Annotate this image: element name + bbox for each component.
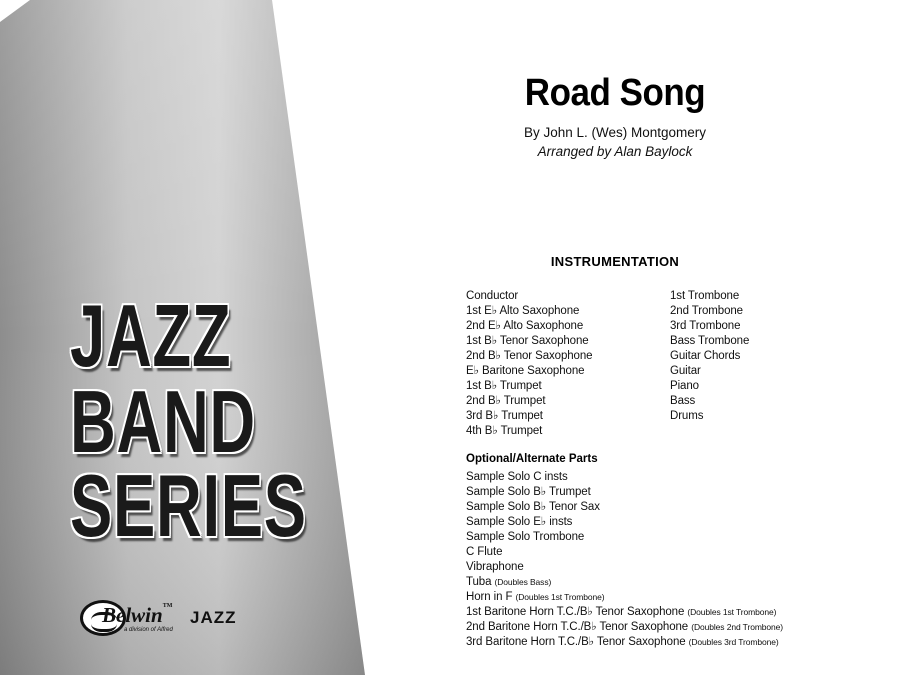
part-name: 1st Baritone Horn T.C./B♭ Tenor Saxophone [466,606,685,618]
list-item: 2nd B♭ Tenor Saxophone [466,350,593,362]
list-item [466,560,783,575]
part-name: Sample Solo C insts [466,471,568,483]
list-item: 1st B♭ Trumpet [466,380,542,392]
instrument-list-right [670,289,749,424]
list-item [466,485,783,500]
list-item: 2nd Trombone [670,305,743,317]
list-item [466,470,783,485]
list-item: 2nd B♭ Trumpet [466,395,546,407]
part-note: (Doubles 2nd Trombone) [691,622,784,632]
part-note: (Doubles Bass) [494,577,552,587]
list-item: Guitar [670,365,701,377]
part-name: 2nd Baritone Horn T.C./B♭ Tenor Saxophone [466,621,689,633]
composer-credit: By John L. (Wes) Montgomery [523,125,707,140]
part-name: Tuba [466,576,492,588]
part-name: Horn in F [466,591,513,603]
series-word-jazz: JAZZ [70,286,232,385]
part-note: (Doubles 1st Trombone) [687,607,777,617]
list-item [466,620,783,635]
list-item: 4th B♭ Trumpet [466,425,543,437]
list-item: 1st B♭ Tenor Saxophone [466,335,589,347]
instrumentation-heading: INSTRUMENTATION [550,254,680,269]
list-item: Piano [670,380,699,392]
list-item [466,635,783,650]
part-note: (Doubles 3rd Trombone) [688,637,779,647]
part-name: C Flute [466,546,503,558]
list-item [466,575,783,590]
belwin-jazz-logo [80,600,260,640]
optional-parts-heading: Optional/Alternate Parts [466,453,598,465]
list-item [466,605,783,620]
part-name: Sample Solo B♭ Tenor Sax [466,501,600,513]
logo-jazz-word: JAZZ [190,608,237,627]
part-name: Sample Solo B♭ Trumpet [466,486,591,498]
instrument-list-left [466,289,592,439]
logo-brand: Belwin™ [102,603,173,627]
list-item [466,500,783,515]
optional-parts-list [466,470,783,650]
logo-tagline: a division of Alfred [124,627,173,633]
list-item [466,590,783,605]
list-item: Bass Trombone [670,335,750,347]
part-name: Sample Solo Trombone [466,531,585,543]
part-name: Sample Solo E♭ insts [466,516,573,528]
list-item: 2nd E♭ Alto Saxophone [466,320,584,332]
list-item: Conductor [466,290,519,302]
list-item: 1st E♭ Alto Saxophone [466,305,580,317]
list-item: E♭ Baritone Saxophone [466,365,585,377]
part-name: Vibraphone [466,561,524,573]
list-item: 3rd B♭ Trumpet [466,410,543,422]
list-item: 3rd Trombone [670,320,741,332]
list-item [466,530,783,545]
page-title: Road Song [524,72,706,114]
series-word-band: BAND [70,372,256,471]
list-item: Guitar Chords [670,350,741,362]
list-item: Drums [670,410,704,422]
list-item [466,545,783,560]
list-item [466,515,783,530]
logo-tm: TM [162,603,173,609]
list-item: Bass [670,395,696,407]
series-word-series: SERIES [70,456,307,555]
part-note: (Doubles 1st Trombone) [515,592,605,602]
part-name: 3rd Baritone Horn T.C./B♭ Tenor Saxophone [466,636,686,648]
arranger-credit: Arranged by Alan Baylock [537,144,693,159]
list-item: 1st Trombone [670,290,740,302]
